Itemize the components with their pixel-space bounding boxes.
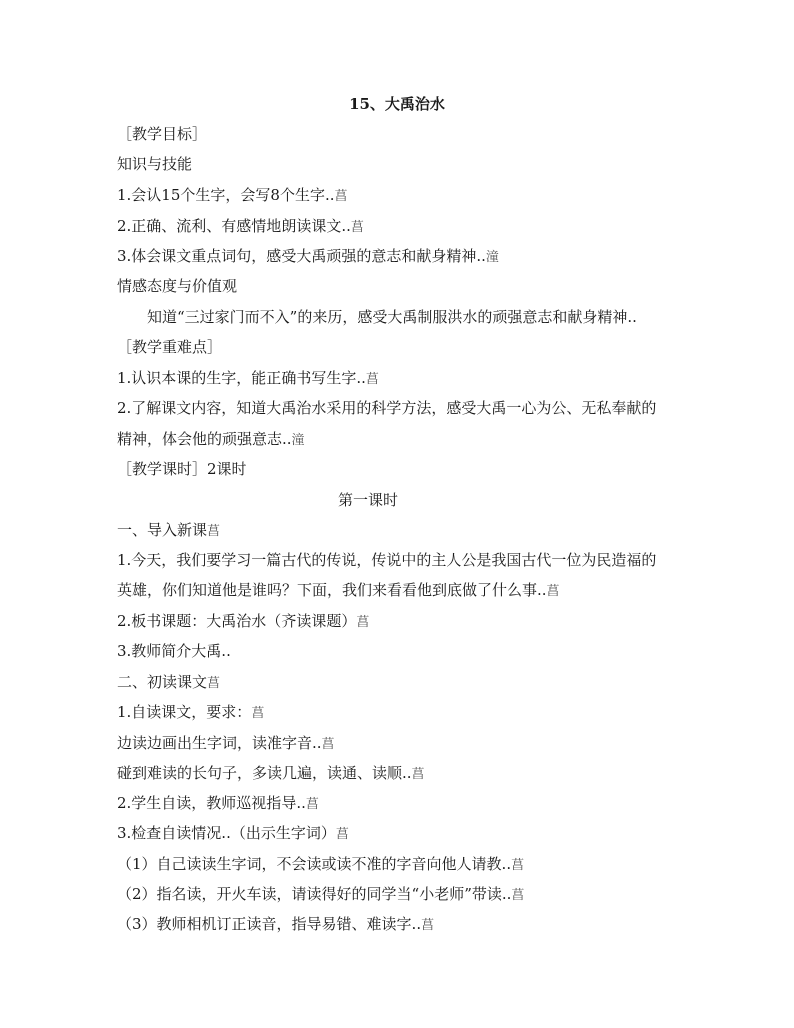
paragraph: 1.会认15个生字，会写8个生字..菖 bbox=[117, 186, 348, 204]
paragraph: 碰到难读的长句子，多读几遍，读通、读顺..菖 bbox=[117, 764, 425, 782]
paragraph: 边读边画出生字词，读准字音..菖 bbox=[117, 734, 335, 752]
document-title: 15、大禹治水 bbox=[349, 95, 445, 113]
paragraph: 3.检查自读情况..（出示生字词）菖 bbox=[117, 824, 349, 842]
paragraph: （1）自己读读生字词，不会读或读不准的字音向他人请教..菖 bbox=[117, 855, 525, 873]
paragraph: 2.正确、流利、有感情地朗读课文..菖 bbox=[117, 217, 364, 235]
paragraph: （3）教师相机订正读音，指导易错、难读字..菖 bbox=[117, 915, 435, 933]
ocr-mark: 菖 bbox=[305, 797, 319, 812]
paragraph: （2）指名读，开火车读，请读得好的同学当“小老师”带读..菖 bbox=[117, 885, 525, 903]
ocr-mark: 菖 bbox=[251, 706, 265, 721]
ocr-mark: 菖 bbox=[511, 888, 525, 903]
paragraph: 英雄，你们知道他是谁吗？下面，我们来看看他到底做了什么事..菖 bbox=[117, 581, 560, 599]
paragraph: 2.了解课文内容，知道大禹治水采用的科学方法，感受大禹一心为公、无私奉献的 bbox=[117, 399, 657, 417]
paragraph: 2.板书课题：大禹治水（齐读课题）菖 bbox=[117, 612, 370, 630]
ocr-mark: 潼 bbox=[291, 433, 305, 448]
subheading-attitude-values: 情感态度与价值观 bbox=[117, 277, 238, 295]
section-heading-class-hours: ［教学课时］2课时 bbox=[117, 460, 247, 478]
paragraph: 1.认识本课的生字，能正确书写生字..菖 bbox=[117, 369, 379, 387]
ocr-mark: 菖 bbox=[207, 524, 221, 539]
ocr-mark: 潼 bbox=[485, 250, 499, 265]
ocr-mark: 菖 bbox=[350, 220, 364, 235]
paragraph: 精神，体会他的顽强意志..潼 bbox=[117, 430, 305, 448]
ocr-mark: 菖 bbox=[421, 918, 435, 933]
section-heading-key-points: ［教学重难点］ bbox=[117, 338, 223, 356]
section-heading-first-reading: 二、初读课文菖 bbox=[117, 673, 221, 691]
paragraph: 3.体会课文重点词句，感受大禹顽强的意志和献身精神..潼 bbox=[117, 247, 499, 265]
ocr-mark: 菖 bbox=[321, 737, 335, 752]
ocr-mark: 菖 bbox=[511, 858, 525, 873]
subheading-knowledge-skills: 知识与技能 bbox=[117, 155, 193, 173]
ocr-mark: 菖 bbox=[334, 189, 348, 204]
ocr-mark: 菖 bbox=[356, 615, 370, 630]
lesson-heading-first: 第一课时 bbox=[337, 491, 398, 509]
paragraph: 1.今天，我们要学习一篇古代的传说，传说中的主人公是我国古代一位为民造福的 bbox=[117, 551, 657, 569]
paragraph: 知道“三过家门而不入”的来历，感受大禹制服洪水的顽强意志和献身精神.. bbox=[147, 308, 637, 326]
paragraph: 2.学生自读，教师巡视指导..菖 bbox=[117, 794, 319, 812]
ocr-mark: 菖 bbox=[365, 372, 379, 387]
ocr-mark: 菖 bbox=[546, 584, 560, 599]
section-heading-objectives: ［教学目标］ bbox=[117, 125, 208, 143]
section-heading-intro: 一、导入新课菖 bbox=[117, 521, 221, 539]
ocr-mark: 菖 bbox=[207, 676, 221, 691]
paragraph: 1.自读课文，要求：菖 bbox=[117, 703, 265, 721]
ocr-mark: 菖 bbox=[411, 767, 425, 782]
ocr-mark: 菖 bbox=[335, 827, 349, 842]
paragraph: 3.教师简介大禹.. bbox=[117, 642, 231, 660]
